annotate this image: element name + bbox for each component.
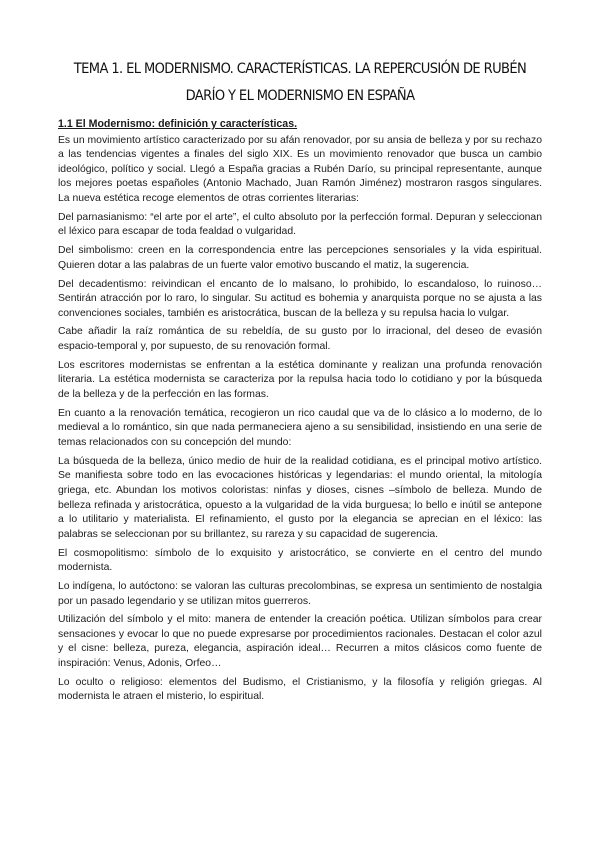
paragraph-renovacion: Los escritores modernistas se enfrentan a la estética dominante y realizan una profunda renovación literaria. La estética modernista se caracteriza por la repulsa hacia todo lo cotidiano y por la búsqueda de la belleza y de la perfección en las formas. <box>58 359 542 401</box>
paragraph-romanticismo: Cabe añadir la raíz romántica de su rebeldía, de su gusto por lo irracional, del deseo de evasión espacio-temporal y, por supuesto, de su renovación formal. <box>58 326 542 353</box>
paragraph-cosmopolitismo: El cosmopolitismo: símbolo de lo exquisito y aristocrático, se convierte en el centro del mundo modernista. <box>58 547 542 574</box>
paragraph-decadentismo: Del decadentismo: reivindican el encanto de lo malsano, lo prohibido, lo escandaloso, lo ruinoso… Sentirán atracción por lo raro, lo singular. Su actitud es bohemia y anarquista porque no se ajusta a las convenciones sociales, también es aristocrática, buscan de la belleza y su repulsa hacia lo vulgar. <box>58 278 542 319</box>
paragraph-indigena: Lo indígena, lo autóctono: se valoran las culturas precolombinas, se expresa un sentimiento de nostalgia por un pasado legendario y se utilizan mitos guerreros. <box>58 580 542 607</box>
document-title: TEMA 1. EL MODERNISMO. CARACTERÍSTICAS. LA REPERCUSIÓN DE RUBÉN DARÍO Y EL MODERNISMO EN ESPAÑA <box>73 61 527 104</box>
paragraph-belleza: La búsqueda de la belleza, único medio de huir de la realidad cotidiana, es el principal motivo artístico. Se manifiesta sobre todo en las evocaciones históricas y legendarias: el mundo oriental, la mitología griega, etc. Abundan los motivos coloristas: ninfas y dioses, cisnes –símbolo de belleza. Mundo de belleza refinada y aristocrática, opuesto a la vulgaridad de la vida burguesa; lo bello e inútil se antepone a lo utilitario y materialista. El refinamiento, el gusto por la elegancia se aprecian en el léxico: las palabras se seleccionan por su brillantez, su rareza y su capacidad de sugerencia. <box>58 455 542 540</box>
paragraph-parnasianismo: Del parnasianismo: “el arte por el arte”, el culto absoluto por la perfección formal. Depuran y seleccionan el léxico para escapar de toda fealdad o vulgaridad. <box>58 211 542 238</box>
paragraph-simbolo-mito: Utilización del símbolo y el mito: manera de entender la creación poética. Utilizan símbolos para crear sensaciones y evocar lo que no puede expresarse por procedimientos racionales. Destacan el color azul y el cisne: belleza, pureza, elegancia, aspiración ideal… Recurren a mitos clásicos como fuente de inspiración: Venus, Adonis, Orfeo… <box>58 614 542 670</box>
section-heading: 1.1 El Modernismo: definición y características. <box>58 118 298 130</box>
paragraph-simbolismo: Del simbolismo: creen en la correspondencia entre las percepciones sensoriales y la vida espiritual. Quieren dotar a las palabras de un fuerte valor emotivo buscando el matiz, la sugerencia. <box>58 245 542 271</box>
paragraph-oculto-religioso: Lo oculto o religioso: elementos del Budismo, el Cristianismo, y la filosofía y religión griegas. Al modernista le atraen el misterio, lo espiritual. <box>58 676 542 703</box>
document-body <box>58 117 542 709</box>
paragraph-tematica: En cuanto a la renovación temática, recogieron un rico caudal que va de lo clásico a lo moderno, de lo medieval a lo romántico, sin que nada permaneciera ajeno a su sensibilidad, insistiendo en una serie de temas relacionados con su concepción del mundo: <box>58 407 542 448</box>
paragraph-intro: Es un movimiento artístico caracterizado por su afán renovador, por su ansia de belleza y por su rechazo a las tendencias vigentes a finales del siglo XIX. Es un movimiento renovador que busca un cambio ideológico, político y social. Llegó a España gracias a Rubén Darío, su principal representante, aunque los mejores poetas españoles (Antonio Machado, Juan Ramón Jiménez) mostraron rasgos singulares. La nueva estética recoge elementos de otras corrientes literarias: <box>58 134 542 204</box>
